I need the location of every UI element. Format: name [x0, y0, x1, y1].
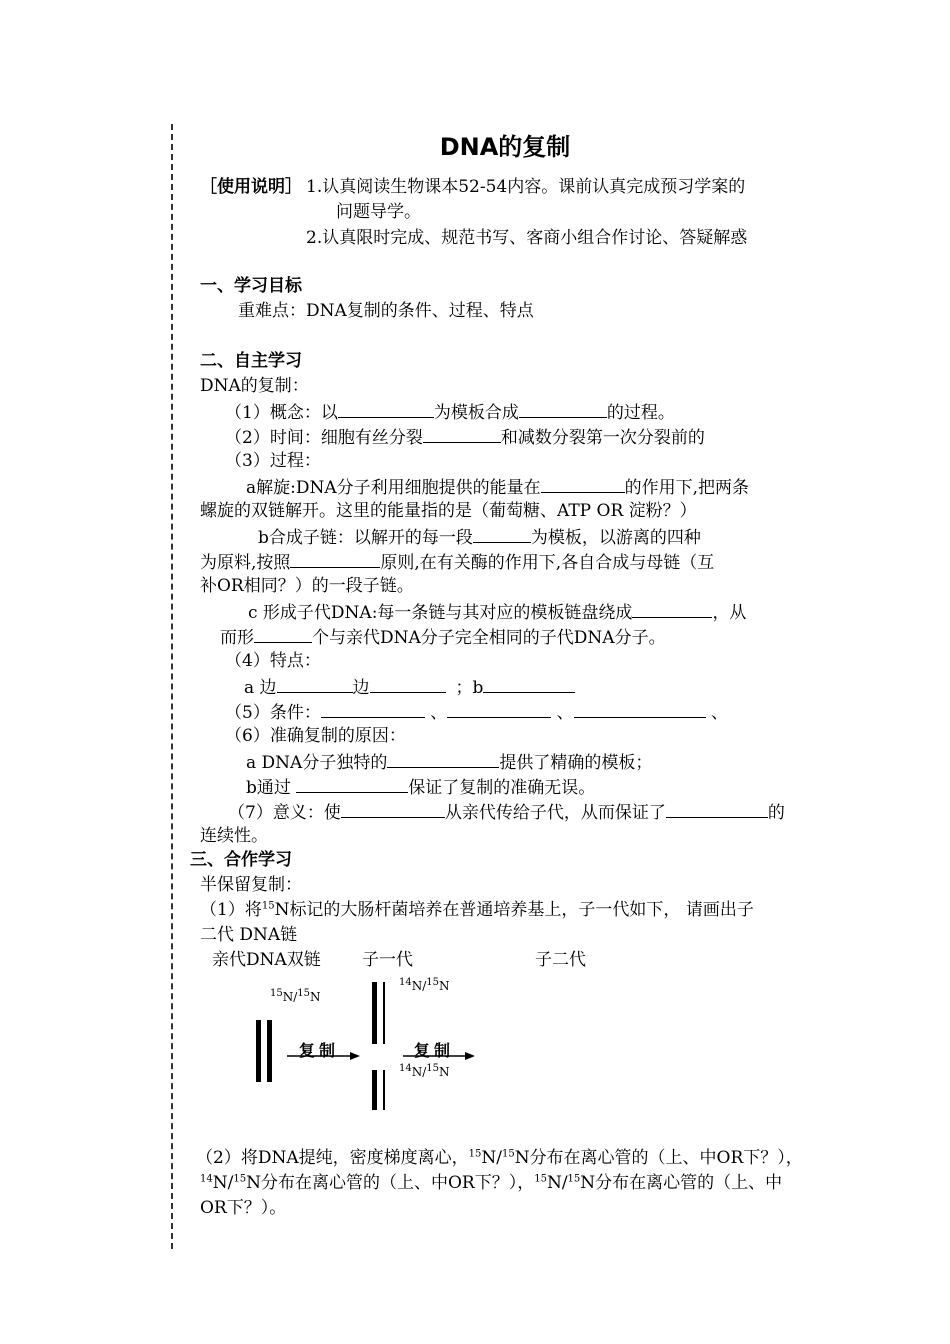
blank-field[interactable]: [483, 674, 575, 693]
arrow-1-label: 复制: [299, 1041, 340, 1060]
self-study-intro: DNA的复制：: [200, 376, 309, 396]
blank-field[interactable]: [341, 799, 445, 818]
gen1-bottom-strand-1: [372, 1070, 377, 1110]
page-title: DNA的复制: [439, 133, 571, 161]
unwind-line: a解旋:DNA分子利用细胞提供的能量在 的作用下,把两条: [246, 474, 749, 500]
section-heading-goals: 一、学习目标: [200, 276, 302, 296]
reason-line-a: a DNA分子独特的 提供了精确的模板；: [246, 749, 652, 775]
blank-field[interactable]: [473, 524, 531, 543]
conditions-line: （5）条件： 、 、 、: [225, 699, 728, 725]
blank-field[interactable]: [423, 424, 501, 443]
concept-line: （1）概念：以 为模板合成 的过程。: [225, 399, 675, 425]
label-gen1: 子一代: [362, 950, 413, 970]
feature-line: a 边 边 ；b: [244, 674, 575, 700]
synthesis-line-2: 为原料,按照 原则,在有关酶的作用下,各自合成与母链（互: [200, 549, 714, 575]
blank-field[interactable]: [254, 624, 312, 643]
form-line-2: 而形 个与亲代DNA分子完全相同的子代DNA分子。: [220, 624, 666, 650]
feature-heading: （4）特点：: [225, 651, 321, 671]
binding-margin-line: [171, 124, 173, 1249]
blank-field[interactable]: [574, 699, 706, 718]
blank-field[interactable]: [632, 599, 712, 618]
blank-field[interactable]: [447, 699, 551, 718]
replication-diagram: [200, 960, 800, 1110]
question-1-line-2: 二代 DNA链: [200, 925, 298, 945]
blank-field[interactable]: [519, 399, 607, 418]
cooperative-intro: 半保留复制：: [200, 875, 302, 895]
question-2-line: （2）将DNA提纯，密度梯度离心，$^{15}$N/$^{15}$N分布在离心管的（上、中OR下？），: [196, 1148, 803, 1168]
label-parent: 亲代DNA双链: [212, 950, 321, 970]
question-1-line: （1）将$^{15}$N标记的大肠杆菌培养在普通培养基上，子一代如下， 请画出子: [200, 900, 754, 920]
question-2-line-2: $^{14}$N/$^{15}$N分布在离心管的（上、中OR下？），$^{15}$N/$^{15}$N分布在离心管的（上、中: [200, 1173, 783, 1193]
blank-field[interactable]: [296, 774, 408, 793]
reason-heading: （6）准确复制的原因：: [225, 726, 406, 746]
time-line: （2）时间：细胞有丝分裂 和减数分裂第一次分裂前的: [225, 424, 705, 450]
gen1-top-label: $^{14}$N/$^{15}$N: [399, 977, 450, 993]
usage-line-1b: 问题导学。: [336, 202, 421, 222]
section-heading-cooperative: 三、合作学习: [190, 850, 292, 870]
gen1-bottom-strand-2: [383, 1070, 385, 1110]
gen1-top-strand-1: [372, 982, 377, 1044]
process-heading: （3）过程：: [225, 451, 321, 471]
gen1-bottom-label: $^{14}$N/$^{15}$N: [399, 1063, 450, 1079]
blank-field[interactable]: [277, 674, 353, 693]
arrow-2-label: 复制: [414, 1041, 455, 1060]
arrow-2-head: [465, 1052, 475, 1060]
unwind-line-2: 螺旋的双链解开。这里的能量指的是（葡萄糖、ATP OR 淀粉？）: [200, 501, 697, 521]
parent-strand-1: [256, 1020, 261, 1082]
label-gen2: 子二代: [535, 950, 586, 970]
form-line: c 形成子代DNA:每一条链与其对应的模板链盘绕成 ，从: [248, 599, 746, 625]
usage-line-1: 1.认真阅读生物课本52-54内容。课前认真完成预习学案的: [306, 177, 746, 197]
parent-label: $^{15}$N/$^{15}$N: [270, 988, 321, 1004]
gen1-top-strand-2: [383, 982, 385, 1044]
blank-field[interactable]: [338, 399, 434, 418]
section-heading-self-study: 二、自主学习: [200, 351, 302, 371]
arrow-1-head: [350, 1052, 360, 1060]
goals-text: 重难点：DNA复制的条件、过程、特点: [238, 301, 534, 321]
diagram-svg: [200, 960, 800, 1110]
usage-label: ［使用说明］: [200, 177, 302, 197]
synthesis-line-3: 补OR相同？）的一段子链。: [200, 576, 414, 596]
reason-line-b: b通过 保证了复制的准确无误。: [246, 774, 595, 800]
synthesis-line: b合成子链：以解开的每一段 为模板，以游离的四种: [258, 524, 701, 550]
parent-strand-2: [267, 1020, 272, 1082]
blank-field[interactable]: [387, 749, 499, 768]
blank-field[interactable]: [666, 799, 768, 818]
meaning-line: （7）意义：使 从亲代传给子代，从而保证了 的: [228, 799, 785, 825]
blank-field[interactable]: [290, 549, 380, 568]
blank-field[interactable]: [370, 674, 446, 693]
usage-line-2: 2.认真限时完成、规范书写、客商小组合作讨论、答疑解惑: [306, 228, 748, 248]
blank-field[interactable]: [541, 474, 625, 493]
question-2-line-3: OR下？）。: [200, 1198, 287, 1218]
blank-field[interactable]: [321, 699, 425, 718]
meaning-line-2: 连续性。: [200, 826, 268, 846]
